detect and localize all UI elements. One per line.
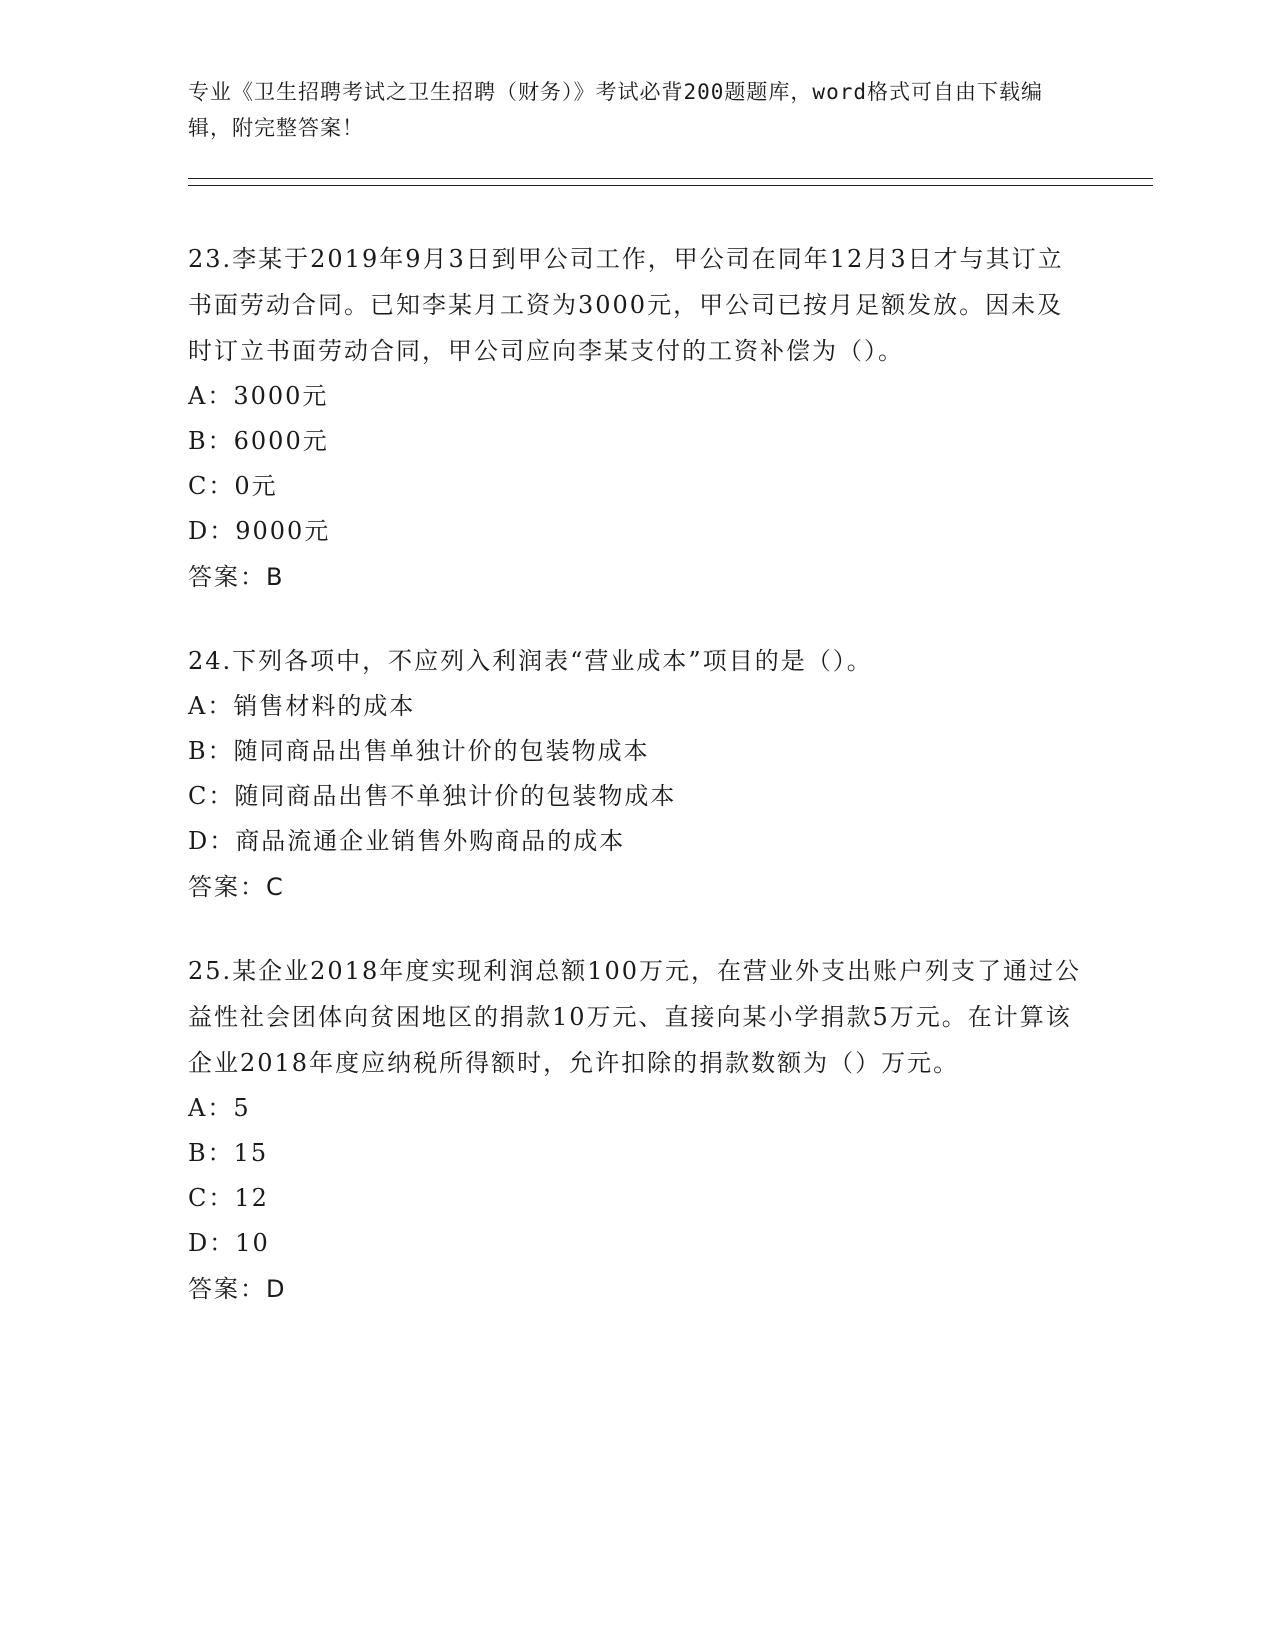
option-d: D：10: [188, 1229, 270, 1257]
answer-line: 答案：C: [188, 873, 285, 901]
option-c: C：0元: [188, 472, 278, 500]
document-header: [188, 74, 1068, 146]
question-stem: 24.下列各项中，不应列入利润表“营业成本”项目的是（）。: [188, 647, 873, 675]
option-d: D：商品流通企业销售外购商品的成本: [188, 827, 626, 855]
question-list: [188, 236, 1088, 1350]
question-24: [188, 638, 1088, 910]
header-double-rule: [188, 178, 1153, 186]
question-23: [188, 236, 1088, 600]
option-a: A：5: [188, 1094, 251, 1122]
document-title: 专业《卫生招聘考试之卫生招聘（财务）》考试必背200题题库，word格式可自由下载编辑，附完整答案！: [188, 80, 1043, 140]
option-b: B：6000元: [188, 427, 329, 455]
option-c: C：12: [188, 1184, 269, 1212]
option-a: A：销售材料的成本: [188, 692, 416, 720]
option-b: B：随同商品出售单独计价的包装物成本: [188, 737, 650, 765]
question-25: [188, 948, 1088, 1312]
option-b: B：15: [188, 1139, 269, 1167]
option-d: D：9000元: [188, 517, 331, 545]
answer-line: 答案：B: [188, 563, 285, 591]
option-c: C：随同商品出售不单独计价的包装物成本: [188, 782, 677, 810]
question-stem: 23.李某于2019年9月3日到甲公司工作，甲公司在同年12月3日才与其订立书面劳动合同。已知李某月工资为3000元，甲公司已按月足额发放。因未及时订立书面劳动合同，甲公司应向李某支付的工资补偿为（）。: [188, 245, 1064, 365]
question-stem: 25.某企业2018年度实现利润总额100万元，在营业外支出账户列支了通过公益性社会团体向贫困地区的捐款10万元、直接向某小学捐款5万元。在计算该企业2018年度应纳税所得额时，允许扣除的捐款数额为（）万元。: [188, 957, 1082, 1077]
answer-line: 答案：D: [188, 1275, 287, 1303]
option-a: A：3000元: [188, 382, 329, 410]
